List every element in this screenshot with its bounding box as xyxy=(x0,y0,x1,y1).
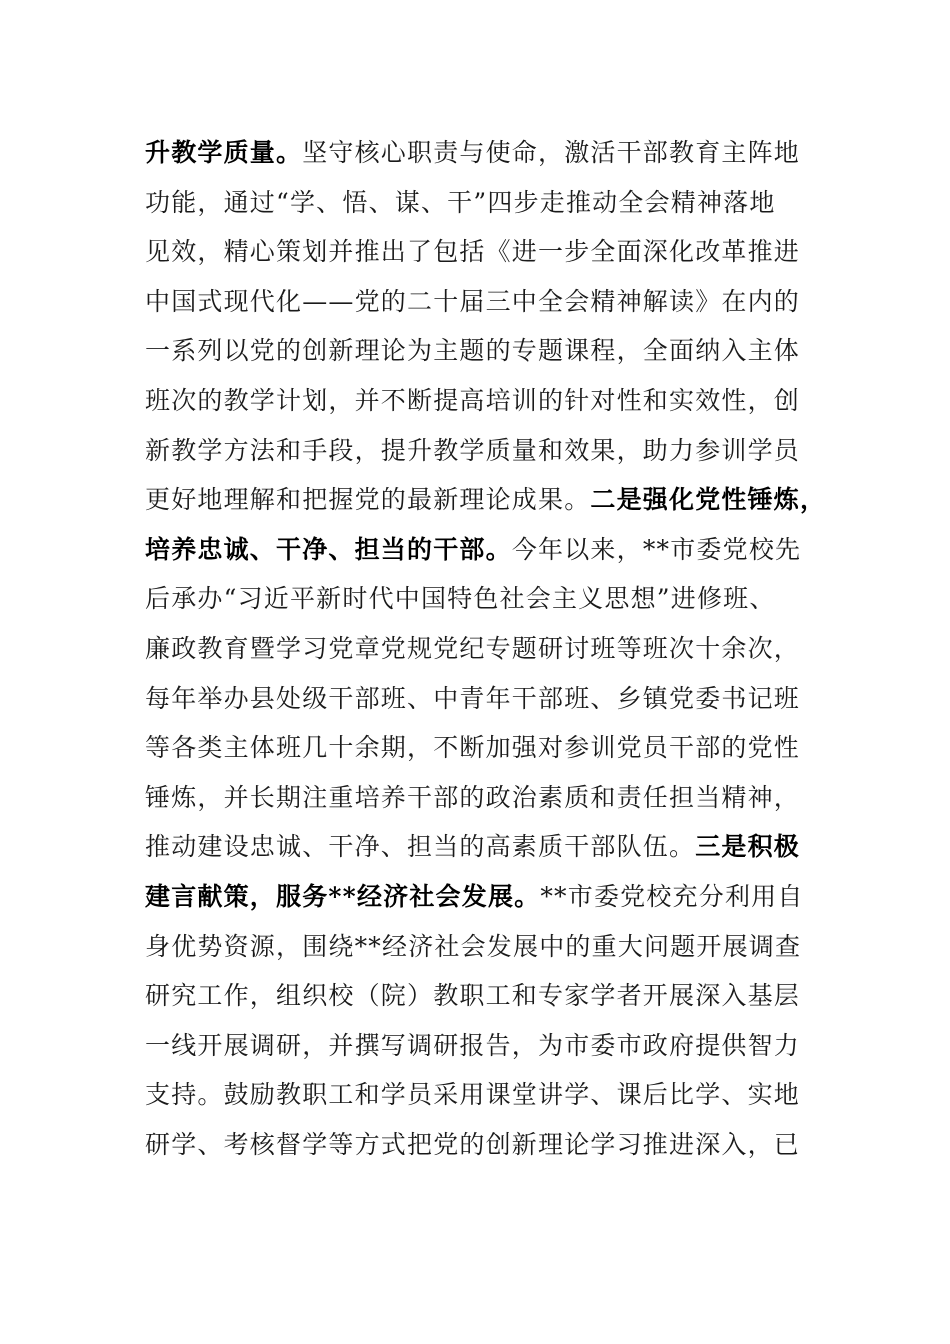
text-segment: 坚守核心职责与使命，激活干部教育主阵地 xyxy=(302,138,801,167)
text-segment: 班次的教学计划，并不断提高培训的针对性和实效性，创 xyxy=(145,385,801,415)
body-text xyxy=(145,128,825,1169)
text-line xyxy=(145,574,825,624)
text-segment: 后承办“习近平新时代中国特色社会主义思想”进修班、 xyxy=(145,584,776,614)
text-line xyxy=(145,178,825,228)
text-segment: 等各类主体班几十余期，不断加强对参训党员干部的党性 xyxy=(145,733,801,763)
text-segment: 新教学方法和手段，提升教学质量和效果，助力参训学员 xyxy=(145,435,801,465)
text-segment: **市委党校充分利用自 xyxy=(540,881,804,911)
text-segment: 一线开展调研，并撰写调研报告，为市委市政府提供智力 xyxy=(145,1030,801,1060)
text-segment: 锤炼，并长期注重培养干部的政治素质和责任担当精神， xyxy=(145,782,801,812)
text-line xyxy=(145,922,825,972)
text-line xyxy=(145,1070,825,1120)
bold-text-segment: 培养忠诚、干净、担当的干部。 xyxy=(145,534,512,564)
text-segment: 研究工作，组织校（院）教职工和专家学者开展深入基层 xyxy=(145,981,801,1011)
text-segment: 今年以来，**市委党校先 xyxy=(511,534,802,564)
text-segment: 每年举办县处级干部班、中青年干部班、乡镇党委书记班 xyxy=(145,683,801,713)
text-line xyxy=(145,426,825,476)
text-line xyxy=(145,326,825,376)
text-segment: 一系列以党的创新理论为主题的专题课程，全面纳入主体 xyxy=(145,336,801,366)
text-line xyxy=(145,971,825,1021)
text-line xyxy=(145,475,825,525)
text-segment: 研学、考核督学等方式把党的创新理论学习推进深入，已 xyxy=(145,1129,801,1159)
text-segment: 支持。鼓励教职工和学员采用课堂讲学、课后比学、实地 xyxy=(145,1080,801,1110)
text-line xyxy=(145,1120,825,1170)
text-line xyxy=(145,376,825,426)
bold-text-segment: 建言献策，服务**经济社会发展。 xyxy=(145,881,541,911)
text-line xyxy=(145,723,825,773)
text-line xyxy=(145,624,825,674)
text-segment: 身优势资源，围绕**经济社会发展中的重大问题开展调查 xyxy=(145,931,802,961)
text-segment: 中国式现代化——党的二十届三中全会精神解读》在内的 xyxy=(145,286,801,316)
text-line xyxy=(145,872,825,922)
text-segment: 见效，精心策划并推出了包括《进一步全面深化改革推进 xyxy=(145,237,801,267)
text-line xyxy=(145,128,825,178)
text-line xyxy=(145,525,825,575)
text-segment: 功能，通过“学、悟、谋、干”四步走推动全会精神落地 xyxy=(145,187,776,217)
text-line xyxy=(145,822,825,872)
bold-text-segment: 三是积极 xyxy=(695,832,801,862)
text-line xyxy=(145,277,825,327)
text-segment: 推动建设忠诚、干净、担当的高素质干部队伍。 xyxy=(145,832,696,862)
bold-text-segment: 二是强化党性锤炼， xyxy=(590,485,827,515)
text-line xyxy=(145,674,825,724)
bold-text-segment: 升教学质量。 xyxy=(145,138,303,167)
text-segment: 更好地理解和把握党的最新理论成果。 xyxy=(145,485,591,515)
text-line xyxy=(145,773,825,823)
text-line xyxy=(145,227,825,277)
text-line xyxy=(145,1021,825,1071)
text-segment: 廉政教育暨学习党章党规党纪专题研讨班等班次十余次， xyxy=(145,633,801,663)
